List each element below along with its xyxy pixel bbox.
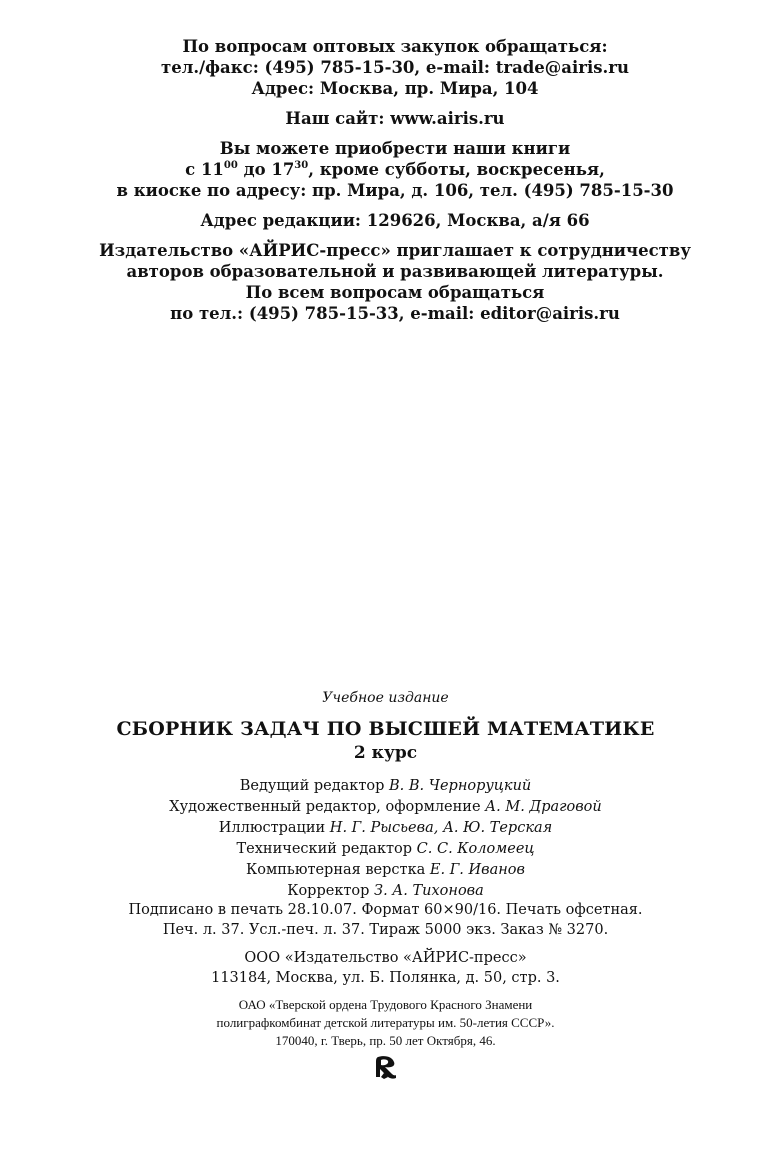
print-line-2: Печ. л. 37. Усл.-печ. л. 37. Тираж 5000 экз. Заказ № 3270. [162, 922, 609, 938]
credit-layout: Компьютерная верстка Е. Г. Иванов [246, 862, 525, 878]
wholesale-line-2: тел./факс: (495) 785-15-30, e-mail: trade@airis.ru [161, 58, 629, 77]
printer-logo-icon [372, 1053, 400, 1081]
buy-line-3: в киоске по адресу: пр. Мира, д. 106, тел. (495) 785-15-30 [116, 181, 674, 200]
print-details [0, 900, 771, 940]
invite-line-3: По всем вопросам обращаться [245, 283, 545, 302]
credit-proofreader: Корректор З. А. Тихонова [287, 883, 484, 899]
printer-line-1: ОАО «Тверской ордена Трудового Красного Знамени [238, 997, 533, 1012]
buy-line-2: с $11^{00}$ до $17^{30}$, кроме субботы, воскресенья, [185, 160, 605, 179]
printer-details [0, 996, 771, 1050]
edition-type: Учебное издание [322, 690, 449, 706]
site-line: Наш сайт: www.airis.ru [285, 109, 505, 128]
credit-illustrations: Иллюстрации Н. Г. Рысьева, А. Ю. Терская [218, 820, 553, 836]
publisher-line-1: ООО «Издательство «АЙРИС-пресс» [244, 950, 527, 966]
publisher-line-2: 113184, Москва, ул. Б. Полянка, д. 50, стр. 3. [211, 970, 560, 986]
credit-art-editor: Художественный редактор, оформление А. М. Драговой [169, 799, 602, 815]
printer-line-3: 170040, г. Тверь, пр. 50 лет Октября, 46. [275, 1033, 496, 1048]
editorial-address-line: Адрес редакции: 129626, Москва, а/я 66 [200, 211, 590, 230]
invite-line-2: авторов образовательной и развивающей литературы. [126, 262, 664, 281]
staff-credits [0, 776, 771, 902]
print-line-1: Подписано в печать 28.10.07. Формат 60×90/16. Печать офсетная. [128, 902, 643, 918]
course-label: 2 курс [353, 743, 418, 763]
contact-info [0, 36, 771, 324]
wholesale-line-1: По вопросам оптовых закупок обращаться: [182, 37, 608, 56]
credit-lead-editor: Ведущий редактор В. В. Черноруцкий [239, 778, 532, 794]
invite-line-1: Издательство «АЙРИС-пресс» приглашает к сотрудничеству [99, 241, 691, 260]
credit-tech-editor: Технический редактор С. С. Коломеец [236, 841, 535, 857]
publisher-details [0, 948, 771, 988]
book-title: СБОРНИК ЗАДАЧ ПО ВЫСШЕЙ МАТЕМАТИКЕ [116, 718, 655, 740]
address-line: Адрес: Москва, пр. Мира, 104 [251, 79, 539, 98]
buy-line-1: Вы можете приобрести наши книги [219, 139, 571, 158]
invite-line-4: по тел.: (495) 785-15-33, e-mail: editor@airis.ru [170, 304, 620, 323]
printer-line-2: полиграфкомбинат детской литературы им. 50-летия СССР». [216, 1015, 555, 1030]
